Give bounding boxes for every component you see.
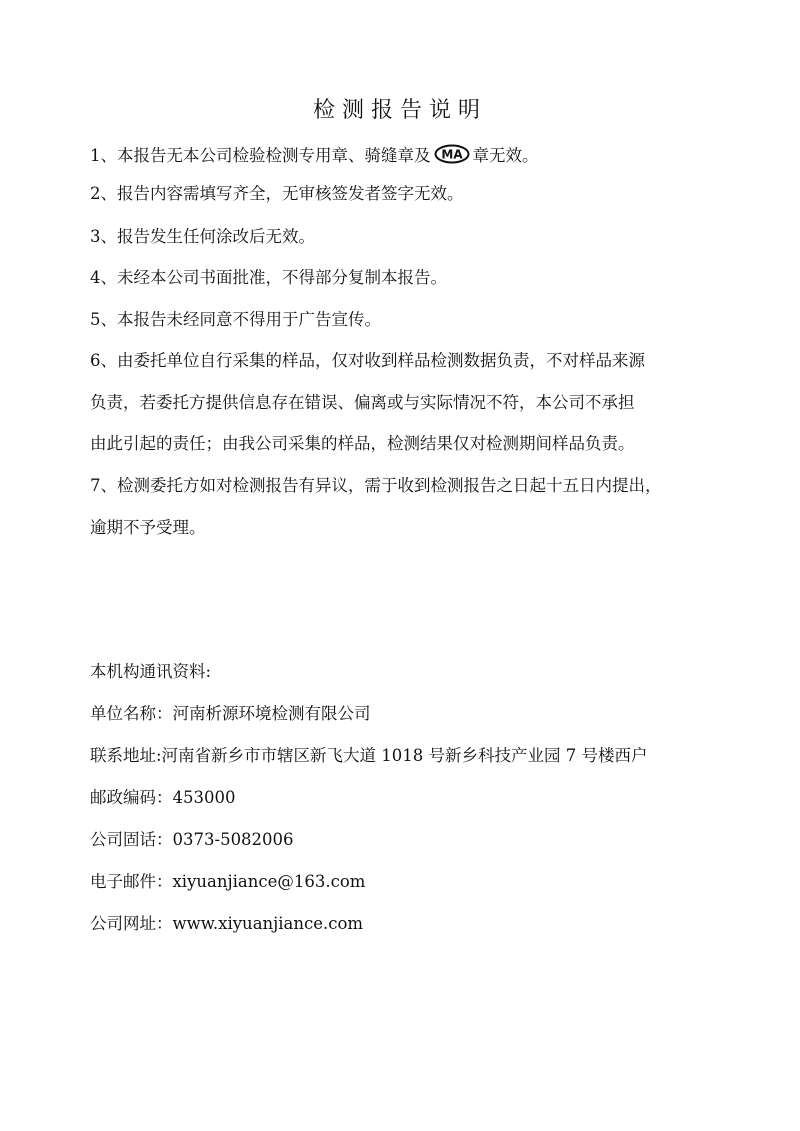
contact-heading: 本机构通讯资料:	[90, 662, 212, 681]
note-1	[90, 144, 539, 170]
note-7-line-1: 7、检测委托方如对检测报告有异议，需于收到检测报告之日起十五日内提出，	[90, 476, 662, 495]
contact-email: 电子邮件：xiyuanjiance@163.com	[90, 872, 366, 891]
contact-phone: 公司固话：0373-5082006	[90, 830, 294, 849]
note-4: 4、未经本公司书面批准，不得部分复制本报告。	[90, 268, 447, 287]
note-7-line-2: 逾期不予受理。	[90, 518, 206, 537]
contact-website: 公司网址：www.xiyuanjiance.com	[90, 914, 364, 933]
contact-address: 联系地址:河南省新乡市市辖区新飞大道 1018 号新乡科技产业园 7 号楼西户	[90, 746, 648, 765]
cma-mark-label: MA	[440, 147, 463, 162]
contact-unit-name: 单位名称：河南析源环境检测有限公司	[90, 704, 371, 723]
note-6-line-3: 由此引起的责任；由我公司采集的样品，检测结果仅对检测期间样品负责。	[90, 434, 635, 453]
note-6-line-1: 6、由委托单位自行采集的样品，仅对收到样品检测数据负责，不对样品来源	[90, 351, 645, 370]
note-1-text-after: 章无效。	[472, 146, 539, 165]
contact-postcode: 邮政编码：453000	[90, 788, 236, 807]
note-3: 3、报告发生任何涂改后无效。	[90, 227, 315, 246]
page-title: 检测报告说明	[312, 98, 487, 123]
note-1-text-before: 1、本报告无本公司检验检测专用章、骑缝章及	[90, 146, 431, 165]
note-5: 5、本报告未经同意不得用于广告宣传。	[90, 310, 381, 329]
note-6-line-2: 负责，若委托方提供信息存在错误、偏离或与实际情况不符，本公司不承担	[90, 393, 635, 412]
cma-mark-icon	[434, 144, 470, 170]
note-2: 2、报告内容需填写齐全，无审核签发者签字无效。	[90, 184, 464, 203]
